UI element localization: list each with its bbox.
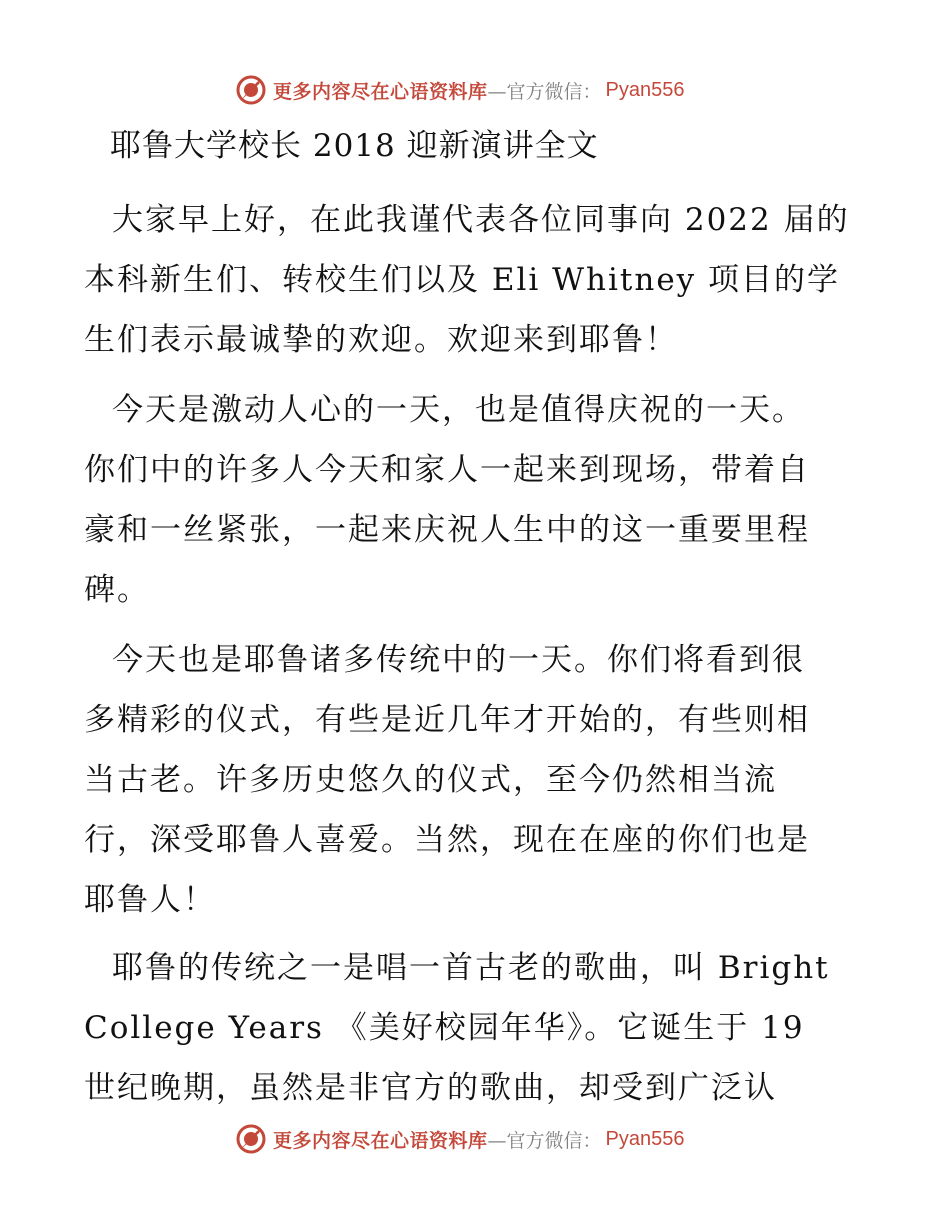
text-line: 行，深受耶鲁人喜爱。当然，现在在座的你们也是	[84, 822, 810, 858]
text-line: 当古老。许多历史悠久的仪式，至今仍然相当流	[84, 762, 777, 798]
text-line: College Years 《美好校园年华》。它诞生于 19	[84, 1010, 805, 1046]
text-line: 碑。	[84, 572, 150, 608]
watermark-brand-text: 更多内容尽在心语资料库	[273, 1129, 488, 1152]
paragraph-traditions	[84, 630, 853, 930]
footer-watermark	[235, 1121, 685, 1157]
text-line: 耶鲁人！	[84, 882, 216, 918]
paragraph-welcome	[84, 190, 853, 370]
watermark-wechat-id: Pyan556	[605, 78, 685, 101]
text-line: 生们表示最诚挚的欢迎。欢迎来到耶鲁！	[84, 322, 678, 358]
text-line: 大家早上好，在此我谨代表各位同事向 2022 届的	[112, 202, 850, 238]
watermark-wechat-label: —官方微信：	[487, 80, 602, 103]
watermark-wechat-label: —官方微信：	[487, 1129, 602, 1152]
text-line: 今天是激动人心的一天，也是值得庆祝的一天。	[112, 392, 805, 428]
paragraph-celebration	[84, 380, 853, 620]
paragraph-song	[84, 938, 853, 1118]
text-line: 今天也是耶鲁诸多传统中的一天。你们将看到很	[112, 642, 805, 678]
text-line: 你们中的许多人今天和家人一起来到现场，带着自	[84, 452, 810, 488]
text-line: 本科新生们、转校生们以及 Eli Whitney 项目的学	[84, 262, 841, 298]
text-line: 世纪晚期，虽然是非官方的歌曲，却受到广泛认	[84, 1070, 777, 1106]
quill-pen-logo-icon	[235, 1123, 267, 1155]
watermark-brand-text: 更多内容尽在心语资料库	[273, 80, 488, 103]
watermark-wechat-id: Pyan556	[605, 1127, 685, 1150]
text-line: 耶鲁的传统之一是唱一首古老的歌曲，叫 Bright	[112, 950, 830, 986]
header-watermark	[235, 72, 685, 108]
text-line: 多精彩的仪式，有些是近几年才开始的，有些则相	[84, 702, 810, 738]
text-line: 豪和一丝紧张，一起来庆祝人生中的这一重要里程	[84, 512, 810, 548]
document-title: 耶鲁大学校长 2018 迎新演讲全文	[110, 128, 599, 164]
quill-pen-logo-icon	[235, 74, 267, 106]
